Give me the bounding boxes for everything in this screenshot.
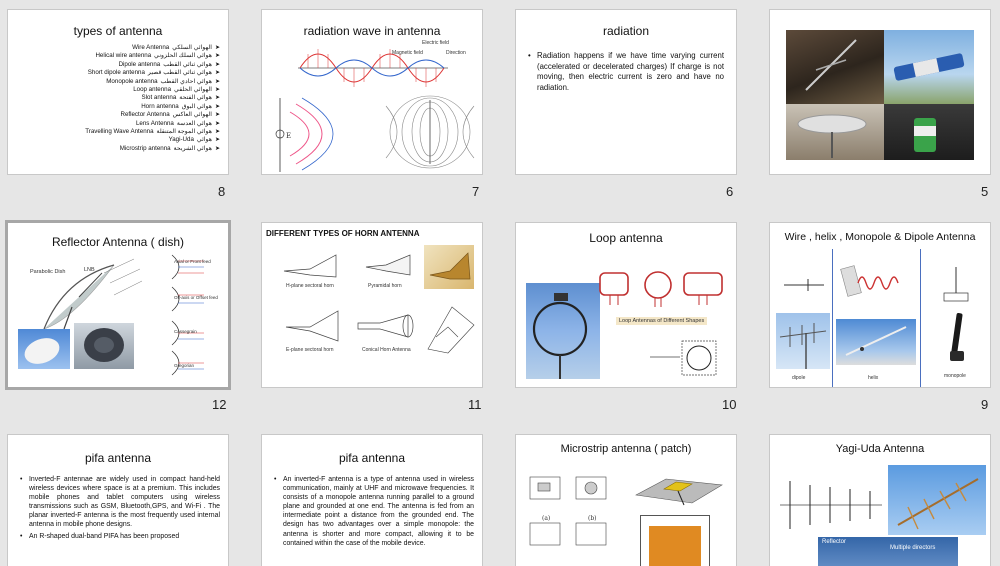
pyramidal-caption: Pyramidal horn <box>368 283 402 289</box>
direction-label: Direction <box>446 50 466 56</box>
antenna-type-arabic: هوائي العدسة <box>176 119 212 127</box>
cassegrain-label: Cassegrain <box>174 329 197 334</box>
monopole-caption: monopole <box>944 373 966 379</box>
helix-antenna-drawing <box>840 259 916 315</box>
slide-title: radiation <box>602 24 650 38</box>
slide-thumbnail-pifa-2[interactable] <box>261 434 483 566</box>
slide-number: 10 <box>722 397 737 412</box>
antenna-type-arabic: الهوائي الحلقي <box>174 86 212 94</box>
antenna-type-arabic: هوائي ثنائي القطب <box>163 60 212 68</box>
slide-number: 6 <box>726 184 734 199</box>
dish-photo-dark <box>74 323 134 369</box>
dipole-caption: dipole <box>792 375 806 381</box>
radiation-pattern-diagram <box>384 96 476 168</box>
variant-b-caption: (b) <box>588 515 597 522</box>
antenna-type-arabic: الهوائي العاكس <box>172 111 212 119</box>
antenna-type-arabic: هوائي السلك الحلزوني <box>154 52 212 60</box>
conical-horn-drawing <box>354 311 418 341</box>
helix-caption: helix <box>868 375 879 381</box>
patch-copper-area <box>649 526 701 566</box>
feed-types-diagram <box>164 251 228 377</box>
antenna-type-item <box>26 61 220 69</box>
antenna-type-arabic: هوائي الموجة المتنقلة <box>156 128 212 136</box>
slide-thumbnail-5[interactable] <box>769 9 991 175</box>
yagi-photo <box>888 465 986 535</box>
slide-title: Loop antenna <box>589 231 663 245</box>
antenna-type-english: Monopole antenna <box>106 77 158 85</box>
monopole-antenna-drawing <box>928 263 984 303</box>
lnb-label: LNB <box>84 267 95 273</box>
arrow-bullet-icon: ➤ <box>214 61 220 68</box>
slide-number: 7 <box>472 184 480 199</box>
arrow-bullet-icon: ➤ <box>214 129 220 136</box>
antenna-type-arabic: هوائي الشريحة <box>173 144 212 152</box>
antenna-type-item <box>26 52 220 60</box>
slide-title: Wire , helix , Monopole & Dipole Antenna <box>784 231 976 243</box>
antenna-type-item <box>26 111 220 119</box>
loop-shapes-caption: Loop Antennas of Different Shapes <box>616 317 707 325</box>
arrow-bullet-icon: ➤ <box>214 103 220 110</box>
slide-title: pifa antenna <box>338 451 406 465</box>
slide-bullets <box>20 475 220 543</box>
patch-variants-diagram <box>524 471 614 566</box>
dish-photo-white <box>18 329 70 369</box>
antenna-type-english: Wire Antenna <box>132 44 170 51</box>
antenna-type-arabic: هوائي احادي القطب <box>160 77 212 85</box>
arrow-bullet-icon: ➤ <box>214 45 220 51</box>
slide-number: 5 <box>981 184 989 199</box>
horn-3d-drawing <box>422 297 478 357</box>
slide-thumbnail-9[interactable] <box>769 222 991 388</box>
antenna-type-item <box>26 78 220 86</box>
slide-title: types of antenna <box>73 24 163 38</box>
electric-field-label: Electric field <box>422 40 449 46</box>
parabolic-dish-label: Parabolic Dish <box>30 269 66 275</box>
slide-number: 12 <box>212 397 227 412</box>
e-plane-caption: E-plane sectoral horn <box>286 347 334 353</box>
bullet-item: • Inverted-F antennae are widely used in compact hand-held wireless devices where space is at a premium. This includes mobile phones and tablet computers using wireless transmissions such as GSM, Bluetooth,GPS, and Wi-Fi . The planar inverted-F antenna is the most frequently used internal antenna in mobile phone designs. <box>20 475 220 530</box>
slide-title: pifa antenna <box>84 451 152 465</box>
antenna-type-item <box>26 128 220 136</box>
can-wifi-photo <box>884 104 974 160</box>
arrow-bullet-icon: ➤ <box>214 95 220 102</box>
arrow-bullet-icon: ➤ <box>214 112 220 119</box>
antenna-type-item <box>26 69 220 77</box>
antenna-type-english: Slot antenna <box>141 94 177 102</box>
loop-schematic-diagram <box>646 335 726 379</box>
loop-antenna-photo <box>526 283 600 379</box>
h-plane-caption: H-plane sectoral horn <box>286 283 334 289</box>
gregorian-label: Gregorian <box>174 363 195 368</box>
slide-number: 9 <box>981 397 989 412</box>
bullet-item: • Radiation happens if we have time varying current (accelerated or decelerated charges) If charge is not moving, then electric current is zero and have no radiation. <box>528 51 724 93</box>
antenna-type-item <box>26 145 220 153</box>
antenna-type-item <box>26 136 220 144</box>
variant-a-caption: (a) <box>542 515 551 522</box>
column-divider <box>832 249 833 387</box>
slide-title: radiation wave in antenna <box>303 24 441 38</box>
slide-thumbnail-11[interactable] <box>261 222 483 388</box>
antenna-type-english: Dipole antenna <box>118 60 161 68</box>
antenna-type-arabic: الهوائي السلكي <box>172 44 212 51</box>
helix-photo <box>836 319 916 365</box>
e-plane-horn-drawing <box>282 307 342 345</box>
arrow-bullet-icon: ➤ <box>214 145 220 152</box>
antenna-type-english: Microstrip antenna <box>119 144 171 152</box>
can-antenna-photo <box>884 30 974 104</box>
slide-thumbnail-7[interactable] <box>261 9 483 175</box>
pan-antenna-photo <box>786 104 884 160</box>
dipole-field-diagram <box>268 92 368 175</box>
antenna-type-english: Reflector Antenna <box>120 111 170 119</box>
rooftop-antenna-photo <box>786 30 884 104</box>
arrow-bullet-icon: ➤ <box>214 70 220 77</box>
slide-title: Yagi-Uda Antenna <box>835 443 925 455</box>
slide-thumbnail-10[interactable] <box>515 222 737 388</box>
magnetic-field-label: Magnetic field <box>392 50 423 56</box>
arrow-bullet-icon: ➤ <box>214 137 220 144</box>
slide-title: DIFFERENT TYPES OF HORN ANTENNA <box>266 229 420 238</box>
antenna-type-arabic: هوائي الفتحة <box>179 94 212 102</box>
slide-thumbnail-8[interactable] <box>7 9 229 175</box>
bullet-item: • An inverted-F antenna is a type of antenna used in wireless communication, mainly at UHF and microwave frequencies. It consists of a monopole antenna running parallel to a ground plane and grounded at one end. The antenna is fed from an intermediate point a distance from the grounded end. The design has two advantages over a simple monopole: the antenna is shorter and more compact, allowing it to be contained within the case of the mobile device. <box>274 475 474 548</box>
svg-text:E: E <box>286 132 292 140</box>
slide-bullets <box>274 475 474 550</box>
antenna-type-english: Horn antenna <box>141 102 179 110</box>
antenna-type-arabic: هوائي البوق <box>181 102 212 110</box>
slide-thumbnail-12[interactable] <box>5 220 231 390</box>
pyramidal-horn-drawing <box>362 251 414 279</box>
yagi-schematic <box>776 475 886 535</box>
arrow-bullet-icon: ➤ <box>214 53 220 60</box>
antenna-type-item <box>26 44 220 52</box>
slide-title: Reflector Antenna ( dish) <box>51 235 185 249</box>
axial-feed-label: Axial or Front feed <box>174 259 211 264</box>
patch-layout-drawing <box>640 515 710 566</box>
wire-antenna-drawing <box>780 269 828 299</box>
offset-feed-label: Off-axis or Offset feed <box>174 295 218 300</box>
slide-thumbnail-microstrip[interactable] <box>515 434 737 566</box>
antenna-type-arabic: هوائي <box>196 136 212 144</box>
bullet-item: • An R-shaped dual-band PIFA has been proposed <box>20 532 220 541</box>
monopole-photo <box>946 311 970 367</box>
dipole-photo <box>776 313 830 369</box>
antenna-type-item <box>26 103 220 111</box>
slide-number: 8 <box>218 184 226 199</box>
arrow-bullet-icon: ➤ <box>214 87 220 94</box>
arrow-bullet-icon: ➤ <box>214 120 220 127</box>
antenna-type-english: Short dipole antenna <box>87 69 145 77</box>
patch-3d-diagram <box>626 471 726 507</box>
arrow-bullet-icon: ➤ <box>214 78 220 85</box>
horn-antenna-photo <box>424 245 474 289</box>
slide-thumbnail-6[interactable] <box>515 9 737 175</box>
antenna-type-item <box>26 86 220 94</box>
slide-title: Microstrip antenna ( patch) <box>560 443 692 455</box>
h-plane-horn-drawing <box>280 251 340 281</box>
antenna-type-english: Loop antenna <box>133 86 172 94</box>
antenna-types-list <box>26 44 220 153</box>
slide-number: 11 <box>468 397 482 412</box>
directors-label: Multiple directors <box>890 545 936 551</box>
em-wave-diagram <box>298 40 458 96</box>
loop-shapes-diagram <box>598 269 728 313</box>
slide-thumbnail-yagi[interactable] <box>769 434 991 566</box>
antenna-type-arabic: هوائي ثنائي القطب قصير <box>147 69 212 77</box>
antenna-type-english: Yagi-Uda <box>168 136 194 144</box>
slide-bullets <box>528 51 724 95</box>
antenna-type-english: Travelling Wave Antenna <box>85 128 154 136</box>
antenna-type-english: Helical wire antenna <box>95 52 152 60</box>
antenna-type-item <box>26 94 220 102</box>
slide-thumbnail-pifa-1[interactable] <box>7 434 229 566</box>
antenna-type-english: Lens Antenna <box>135 119 174 127</box>
antenna-type-item <box>26 120 220 128</box>
conical-caption: Conical Horn Antenna <box>362 347 411 353</box>
column-divider <box>920 249 921 387</box>
reflector-label: Reflector <box>822 539 847 545</box>
